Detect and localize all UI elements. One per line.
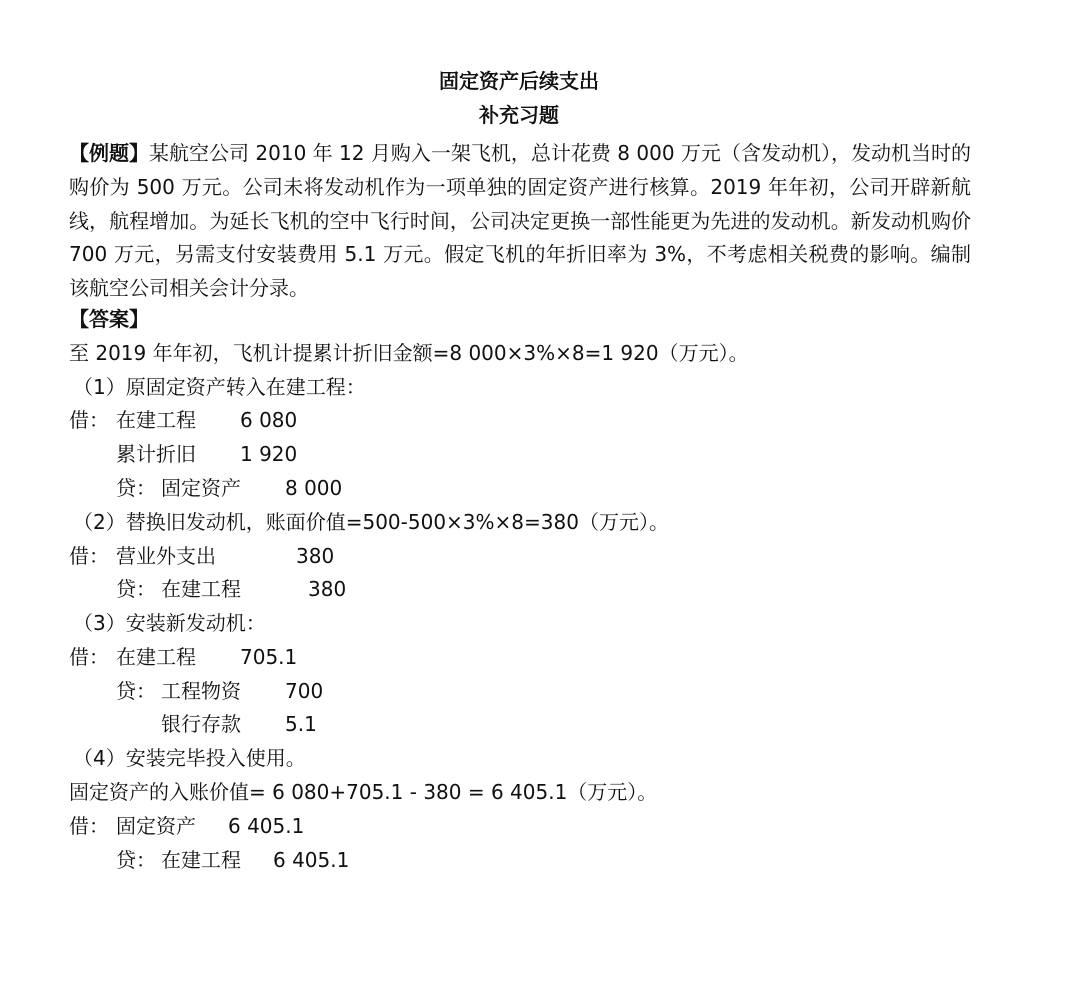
intro-line: 至 2019 年年初，飞机计提累计折旧金额=8 000×3%×8=1 920（万元）。 [69, 341, 749, 365]
entry4-debit-label: 借： [69, 814, 109, 838]
entry1-line2-account: 累计折旧 [116, 442, 196, 466]
step-1: （1）原固定资产转入在建工程： [73, 375, 366, 399]
example-text: 某航空公司 2010 年 12 月购入一架飞机，总计花费 8 000 万元（含发动机），发动机当时的购价为 500 万元。公司未将发动机作为一项单独的固定资产进行核算。2019 年年初，公司开辟新航线，航程增加。为延长飞机的空中飞行时间，公司决定更换一部性能更为先进的发动机。新发动机购价 700 万元，另需支付安装费用 5.1 万元。假定飞机的年折旧率为 3%，不考虑相关税费的影响。编制该航空公司相关会计分录。 [69, 141, 972, 301]
entry4-credit-label: 贷： [116, 848, 156, 872]
entry1-line1-account: 在建工程 [116, 408, 196, 432]
entry3-credit-amount-1: 700 [285, 679, 324, 703]
entry2-debit-amount: 380 [296, 544, 335, 568]
entry3-credit-account-2: 银行存款 [161, 712, 241, 736]
entry1-credit-label: 贷： [116, 476, 156, 500]
entry3-debit-label: 借： [69, 645, 109, 669]
entry2-credit-label: 贷： [116, 577, 156, 601]
document-title: 固定资产后续支出 [439, 69, 599, 93]
entry1-credit-account: 固定资产 [161, 476, 241, 500]
entry3-debit-account: 在建工程 [116, 645, 196, 669]
entry1-credit-amount: 8 000 [285, 476, 343, 500]
entry4-debit-amount: 6 405.1 [228, 814, 305, 838]
step-2: （2）替换旧发动机，账面价值=500-500×3%×8=380（万元）。 [73, 510, 669, 534]
entry1-line2-amount: 1 920 [240, 442, 298, 466]
entry3-credit-account-1: 工程物资 [161, 679, 241, 703]
example-paragraph [69, 137, 971, 306]
document-subtitle: 补充习题 [479, 103, 559, 127]
entry2-credit-account: 在建工程 [161, 577, 241, 601]
entry3-credit-amount-2: 5.1 [285, 712, 317, 736]
entry1-debit-label: 借： [69, 408, 109, 432]
entry1-line1-amount: 6 080 [240, 408, 298, 432]
entry2-debit-label: 借： [69, 544, 109, 568]
calc-line: 固定资产的入账价值= 6 080+705.1 - 380 = 6 405.1（万元）。 [69, 780, 658, 804]
entry2-debit-account: 营业外支出 [116, 544, 216, 568]
entry3-credit-label: 贷： [116, 679, 156, 703]
entry3-debit-amount: 705.1 [240, 645, 298, 669]
example-label: 【例题】 [69, 141, 150, 165]
entry4-debit-account: 固定资产 [116, 814, 196, 838]
entry4-credit-account: 在建工程 [161, 848, 241, 872]
answer-label: 【答案】 [69, 307, 149, 331]
entry4-credit-amount: 6 405.1 [273, 848, 350, 872]
step-4: （4）安装完毕投入使用。 [73, 746, 306, 770]
step-3: （3）安装新发动机： [73, 611, 266, 635]
entry2-credit-amount: 380 [308, 577, 347, 601]
